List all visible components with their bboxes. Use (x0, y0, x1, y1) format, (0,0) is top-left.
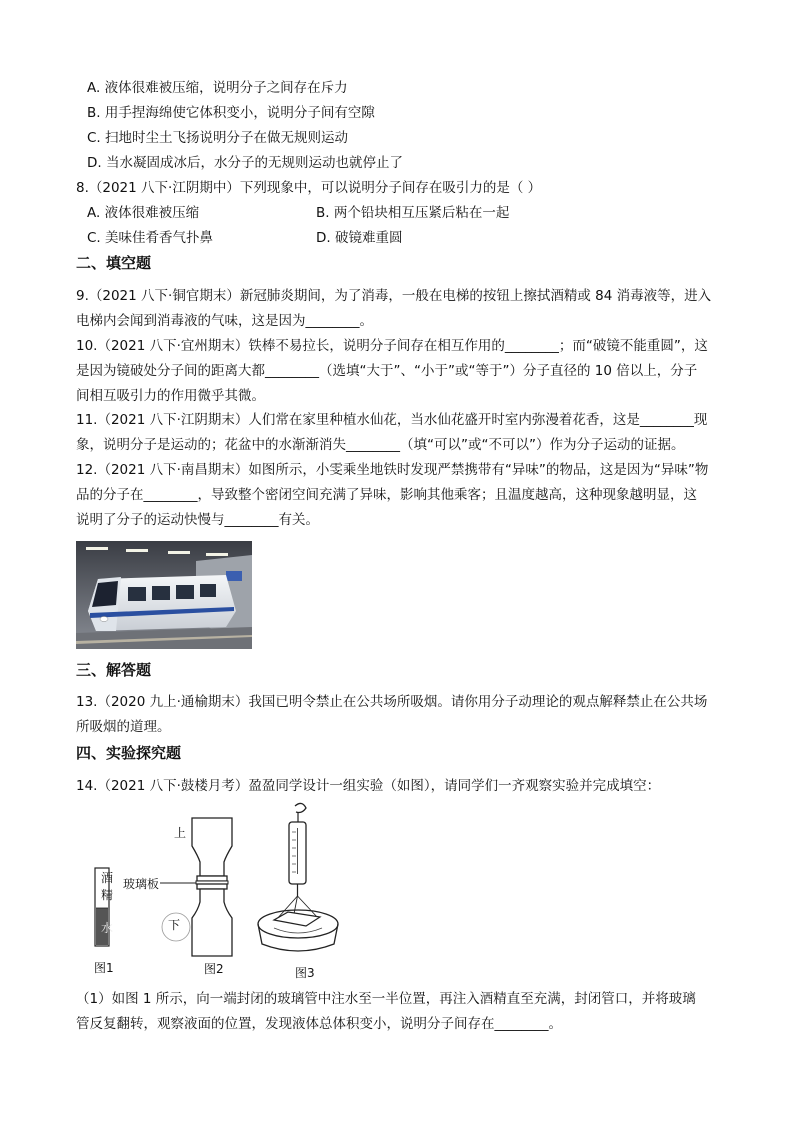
q14-part1-line-2: 管反复翻转，观察液面的位置，发现液体总体积变小，说明分子间存在________。 (76, 1016, 562, 1032)
q11-line-2: 象，说明分子是运动的；花盆中的水渐渐消失________（填“可以”或“不可以”）作为分子运动的证据。 (76, 437, 685, 453)
q8-option-d: D. 破镜难重圆 (316, 230, 403, 246)
subway-train-photo (76, 541, 252, 649)
q12-line-3: 说明了分子的运动快慢与________有关。 (76, 512, 319, 528)
label-water: 水 (101, 921, 114, 935)
q7-option-d: D. 当水凝固成冰后，水分子的无规则运动也就停止了 (87, 155, 403, 171)
label-glass-plate: 玻璃板 (123, 877, 160, 891)
section-heading-answer: 三、解答题 (76, 661, 152, 679)
figure-2-caption: 图2 (204, 962, 224, 976)
q7-option-b: B. 用手捏海绵使它体积变小，说明分子间有空隙 (87, 105, 375, 121)
q13-line-1: 13.（2020 九上·通榆期末）我国已明令禁止在公共场所吸烟。请你用分子动理论的观点解释禁止在公共场 (76, 694, 708, 710)
section-heading-experiment: 四、实验探究题 (76, 744, 182, 762)
label-alcohol-1: 酒 (101, 871, 114, 885)
q7-option-a: A. 液体很难被压缩，说明分子之间存在斥力 (87, 80, 348, 96)
q8-stem: 8.（2021 八下·江阴期中）下列现象中，可以说明分子间存在吸引力的是（ ） (76, 180, 542, 196)
label-up: 上 (174, 826, 187, 840)
q7-option-c: C. 扫地时尘土飞扬说明分子在做无规则运动 (87, 130, 349, 146)
q10-line-1: 10.（2021 八下·宜州期末）铁棒不易拉长，说明分子间存在相互作用的________；而“破镜不能重圆”，这 (76, 338, 708, 354)
q12-line-2: 品的分子在________，导致整个密闭空间充满了异味，影响其他乘客；且温度越高，这种现象越明显，这 (76, 487, 697, 503)
q9-line-2: 电梯内会闻到消毒液的气味，这是因为________。 (76, 313, 373, 329)
q9-line-1: 9.（2021 八下·铜官期末）新冠肺炎期间，为了消毒，一般在电梯的按钮上擦拭酒精或 84 消毒液等，进入 (76, 288, 712, 304)
label-down: 下 (168, 918, 181, 932)
q8-option-c: C. 美味佳肴香气扑鼻 (87, 230, 214, 246)
q14-part1-line-1: （1）如图 1 所示，向一端封闭的玻璃管中注水至一半位置，再注入酒精直至充满，封闭管口，并将玻璃 (76, 991, 696, 1007)
q11-line-1: 11.（2021 八下·江阴期末）人们常在家里种植水仙花，当水仙花盛开时室内弥漫着花香，这是________现 (76, 412, 708, 428)
experiment-drawing (84, 800, 374, 984)
figure-1-caption: 图1 (94, 961, 114, 975)
figure-3-caption: 图3 (295, 966, 315, 980)
experiment-figure (84, 800, 374, 984)
label-alcohol-2: 精 (101, 888, 114, 902)
q10-line-2: 是因为镜破处分子间的距离大都________（选填“大于”、“小于”或“等于”）分子直径的 10 倍以上，分子 (76, 363, 698, 379)
q14-stem: 14.（2021 八下·鼓楼月考）盈盈同学设计一组实验（如图），请同学们一齐观察实验并完成填空： (76, 778, 661, 794)
q13-line-2: 所吸烟的道理。 (76, 719, 171, 735)
q8-option-b: B. 两个铅块相互压紧后粘在一起 (316, 205, 510, 221)
q12-line-1: 12.（2021 八下·南昌期末）如图所示，小雯乘坐地铁时发现严禁携带有“异味”的物品，这是因为“异味”物 (76, 462, 709, 478)
q10-line-3: 间相互吸引力的作用微乎其微。 (76, 388, 265, 404)
q8-option-a: A. 液体很难被压缩 (87, 205, 200, 221)
section-heading-fill: 二、填空题 (76, 254, 152, 272)
